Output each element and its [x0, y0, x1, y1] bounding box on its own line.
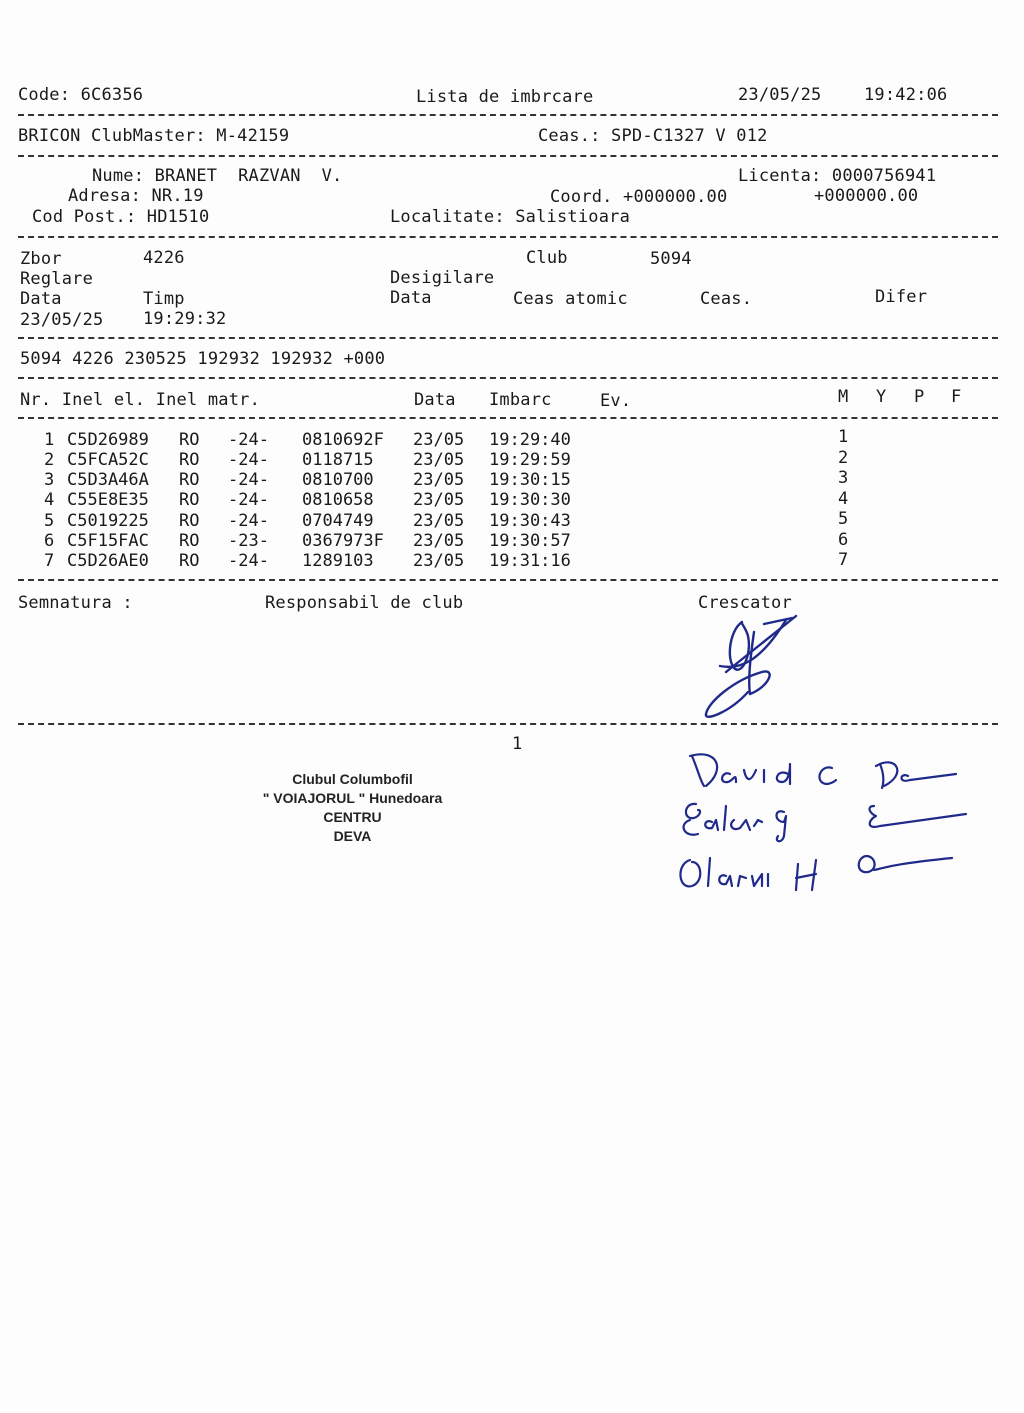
divider: [18, 114, 998, 116]
row-year: -24-: [228, 430, 269, 450]
row-date: 23/05: [413, 511, 465, 531]
row-time: 19:31:16: [489, 551, 571, 571]
row-time: 19:30:57: [489, 531, 571, 551]
data2-label: Data: [390, 288, 432, 308]
row-year: -24-: [228, 470, 269, 490]
row-matr: 0810658: [302, 490, 374, 510]
crescator-label: Crescator: [698, 593, 792, 613]
table-header-f: F: [951, 387, 962, 407]
row-matr: 0810700: [302, 470, 374, 490]
row-country: RO: [179, 511, 200, 531]
stamp-line: Clubul Columbofil: [292, 771, 413, 787]
row-m: 3: [838, 468, 849, 488]
row-matr: 0367973F: [302, 531, 384, 551]
fancier-address: Adresa: NR.19: [68, 186, 204, 206]
row-inel: C5D3A46A: [67, 470, 149, 490]
stamp-line: DEVA: [333, 828, 372, 844]
header-time: 19:42:06: [864, 85, 948, 105]
row-time: 19:30:30: [489, 490, 571, 510]
ceas-label: Ceas.: [700, 289, 753, 309]
row-m: 1: [838, 427, 849, 447]
divider: [18, 337, 998, 339]
row-inel: C55E8E35: [67, 490, 149, 510]
table-header-p: P: [914, 387, 925, 407]
table-header-imbarc: Imbarc: [489, 390, 552, 410]
row-nr: 4: [44, 490, 55, 510]
row-country: RO: [179, 450, 200, 470]
row-nr: 5: [44, 511, 55, 531]
row-nr: 6: [44, 531, 55, 551]
divider: [18, 236, 998, 238]
row-country: RO: [179, 531, 200, 551]
row-m: 4: [838, 489, 849, 509]
row-inel: C5D26989: [67, 430, 149, 450]
row-m: 6: [838, 530, 849, 550]
row-time: 19:29:59: [489, 450, 571, 470]
row-year: -23-: [228, 531, 269, 551]
row-date: 23/05: [413, 470, 465, 490]
stamp-line: " VOIAJORUL " Hunedoara: [262, 790, 443, 806]
desigilare-label: Desigilare: [390, 268, 495, 288]
data-label: Data: [20, 289, 62, 309]
table-header-ev: Ev.: [600, 391, 632, 411]
coordinates: Coord. +000000.00: [550, 187, 728, 207]
row-matr: 1289103: [302, 551, 374, 571]
row-matr: 0704749: [302, 511, 374, 531]
responsabil-label: Responsabil de club: [265, 593, 464, 613]
row-country: RO: [179, 470, 200, 490]
postal-code: Cod Post.: HD1510: [32, 207, 210, 227]
divider: [18, 155, 998, 157]
row-date: 23/05: [413, 490, 465, 510]
table-header-main: Nr. Inel el. Inel matr.: [20, 390, 261, 410]
row-nr: 1: [44, 430, 55, 450]
row-country: RO: [179, 430, 200, 450]
row-nr: 3: [44, 470, 55, 490]
zbor-value: 4226: [143, 248, 185, 268]
document-title: Lista de imbrcare: [416, 87, 594, 107]
divider: [18, 417, 998, 419]
row-date: 23/05: [413, 450, 465, 470]
row-country: RO: [179, 490, 200, 510]
header-date: 23/05/25: [738, 85, 822, 105]
row-year: -24-: [228, 511, 269, 531]
crescator-signature: [690, 610, 820, 725]
code-label: Code: 6C6356: [18, 85, 144, 105]
reglare-date: 23/05/25: [20, 310, 104, 330]
row-nr: 2: [44, 450, 55, 470]
row-date: 23/05: [413, 531, 465, 551]
table-header-y: Y: [876, 387, 887, 407]
row-date: 23/05: [413, 551, 465, 571]
coordinates-second: +000000.00: [814, 186, 919, 206]
row-year: -24-: [228, 450, 269, 470]
divider: [18, 377, 998, 379]
semnatura-label: Semnatura :: [18, 593, 133, 613]
row-year: -24-: [228, 551, 269, 571]
row-nr: 7: [44, 551, 55, 571]
witness-signatures: [670, 740, 970, 910]
row-date: 23/05: [413, 430, 465, 450]
difer-label: Difer: [875, 287, 928, 307]
row-inel: C5019225: [67, 511, 149, 531]
row-m: 7: [838, 550, 849, 570]
table-header-data: Data: [414, 390, 456, 410]
flight-code-line: 5094 4226 230525 192932 192932 +000: [20, 349, 386, 369]
locality: Localitate: Salistioara: [390, 207, 631, 227]
zbor-label: Zbor: [20, 249, 62, 269]
row-matr: 0810692F: [302, 430, 384, 450]
reglare-time: 19:29:32: [143, 309, 227, 329]
row-m: 5: [838, 509, 849, 529]
club-label: Club: [526, 248, 568, 268]
row-matr: 0118715: [302, 450, 374, 470]
clubmaster-label: BRICON ClubMaster: M-42159: [18, 126, 290, 146]
stamp-line: CENTRU: [323, 809, 382, 825]
divider: [18, 723, 998, 725]
clock-label: Ceas.: SPD-C1327 V 012: [538, 126, 768, 146]
timp-label: Timp: [143, 289, 185, 309]
fancier-name: Nume: BRANET RAZVAN V.: [92, 166, 343, 186]
divider: [18, 579, 998, 581]
row-inel: C5FCA52C: [67, 450, 149, 470]
club-stamp: [240, 770, 465, 846]
row-m: 2: [838, 448, 849, 468]
row-time: 19:29:40: [489, 430, 571, 450]
club-value: 5094: [650, 249, 692, 269]
ceas-atomic-label: Ceas atomic: [513, 289, 628, 309]
row-year: -24-: [228, 490, 269, 510]
row-time: 19:30:15: [489, 470, 571, 490]
row-inel: C5D26AE0: [67, 551, 149, 571]
row-inel: C5F15FAC: [67, 531, 149, 551]
page-number: 1: [512, 734, 523, 754]
license-number: Licenta: 0000756941: [738, 166, 937, 186]
reglare-label: Reglare: [20, 269, 94, 289]
row-time: 19:30:43: [489, 511, 571, 531]
table-header-m: M: [838, 387, 849, 407]
row-country: RO: [179, 551, 200, 571]
